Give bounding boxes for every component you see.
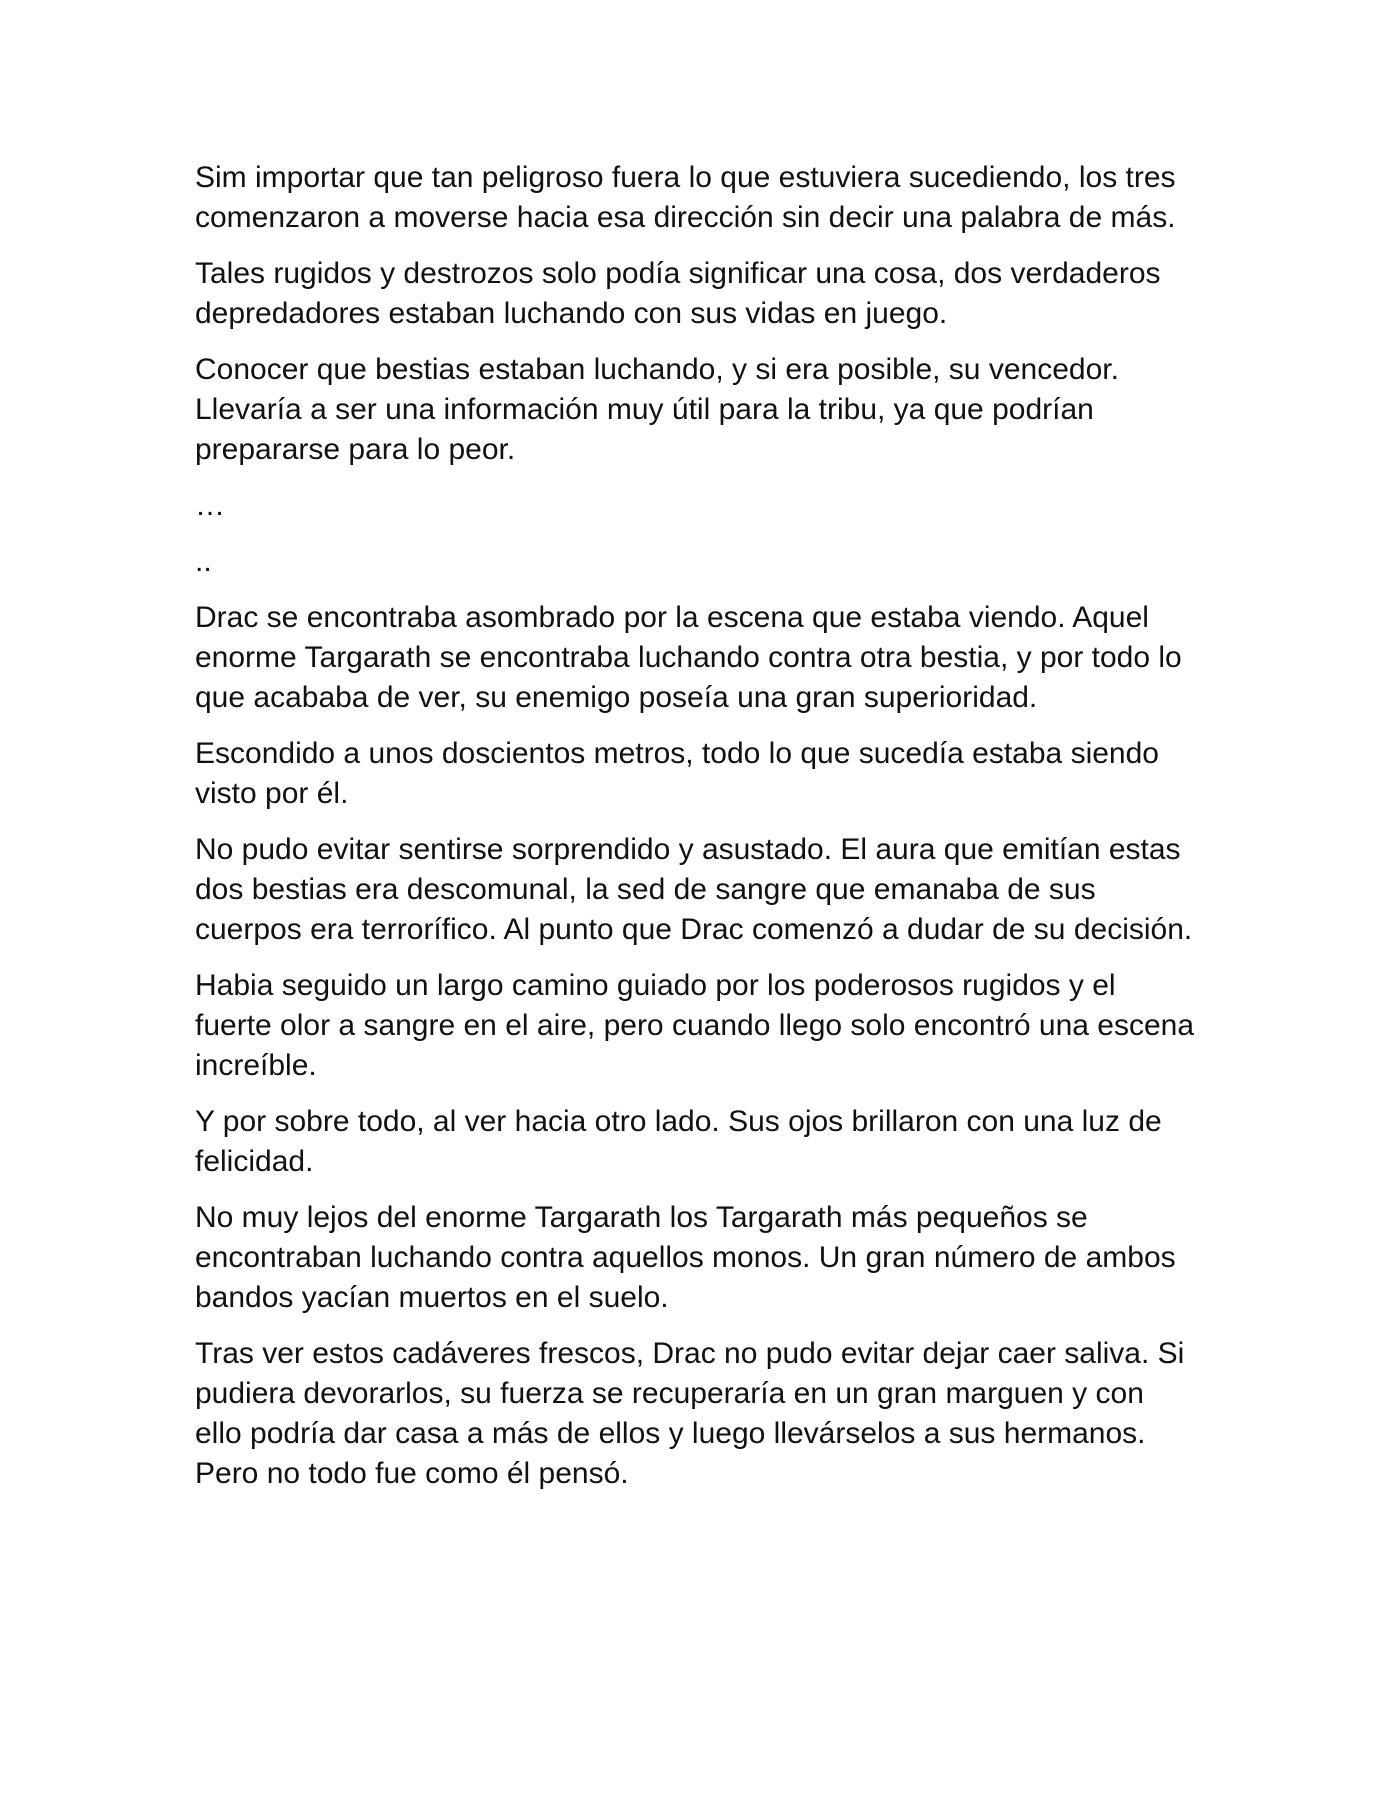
paragraph-8: Y por sobre todo, al ver hacia otro lado. Sus ojos brillaron con una luz de felicidad.	[195, 1105, 1162, 1178]
paragraph-2: Tales rugidos y destrozos solo podía significar una cosa, dos verdaderos depredadores estaban luchando con sus vidas en juego.	[195, 257, 1161, 330]
paragraph-5: Escondido a unos doscientos metros, todo lo que sucedía estaba siendo visto por él.	[195, 737, 1159, 810]
paragraph-3: Conocer que bestias estaban luchando, y si era posible, su vencedor. Llevaría a ser una información muy útil para la tribu, ya que podrían prepararse para lo peor.	[195, 353, 1119, 466]
paragraph-4: Drac se encontraba asombrado por la escena que estaba viendo. Aquel enorme Targarath se encontraba luchando contra otra bestia, y por todo lo que acababa de ver, su enemigo poseía una gran superioridad.	[195, 601, 1182, 714]
dots-separator: ..	[195, 545, 212, 578]
paragraph-6: No pudo evitar sentirse sorprendido y asustado. El aura que emitían estas dos bestias era descomunal, la sed de sangre que emanaba de sus cuerpos era terrorífico. Al punto que Drac comenzó a dudar de su decisión.	[195, 833, 1193, 946]
paragraph-10: Tras ver estos cadáveres frescos, Drac no pudo evitar dejar caer saliva. Si pudiera devorarlos, su fuerza se recuperaría en un gran marguen y con ello podría dar casa a más de ellos y luego llevárselos a sus hermanos. Pero no todo fue como él pensó.	[195, 1337, 1185, 1490]
paragraph-7: Habia seguido un largo camino guiado por los poderosos rugidos y el fuerte olor a sangre en el aire, pero cuando llego solo encontró una escena increíble.	[195, 969, 1195, 1082]
paragraph-9: No muy lejos del enorme Targarath los Targarath más pequeños se encontraban luchando contra aquellos monos. Un gran número de ambos bandos yacían muertos en el suelo.	[195, 1201, 1176, 1314]
document-body	[195, 158, 1195, 1510]
ellipsis-separator: …	[195, 489, 225, 522]
paragraph-1: Sim importar que tan peligroso fuera lo que estuviera sucediendo, los tres comenzaron a moverse hacia esa dirección sin decir una palabra de más.	[195, 161, 1176, 234]
